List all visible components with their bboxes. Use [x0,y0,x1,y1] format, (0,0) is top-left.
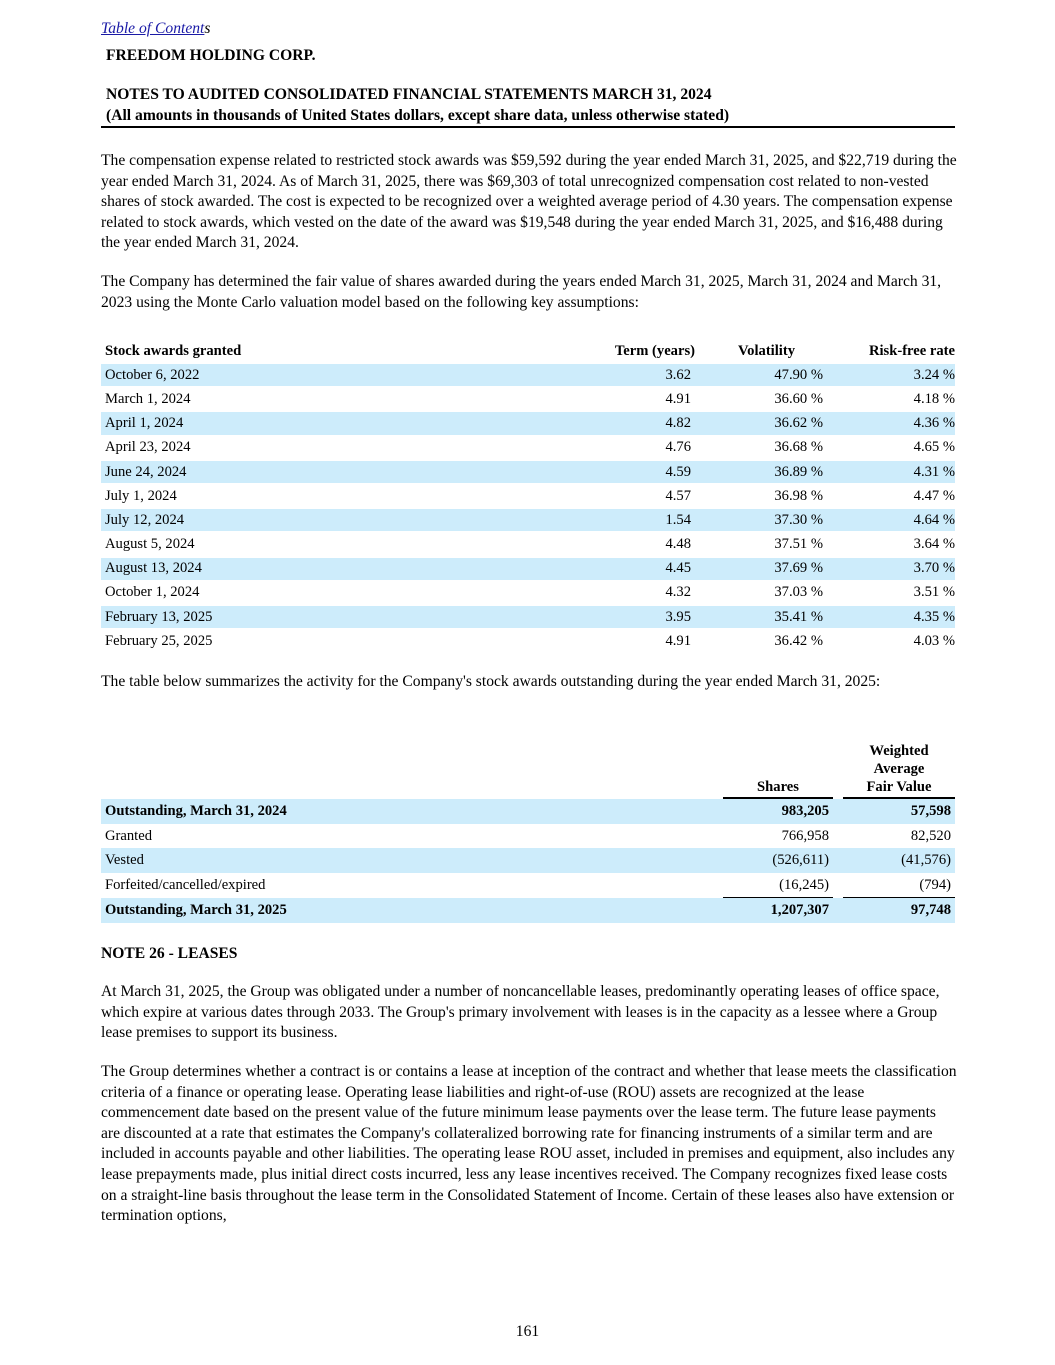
table-row [101,629,955,652]
table-row [101,484,955,508]
assumptions-table [101,340,955,652]
toc-link-text[interactable]: Table of Content [101,20,205,37]
shares-value: 766,958 [781,827,829,844]
activity-intro-paragraph: The table below summarizes the activity for the Company's stock awards outstanding during the year ended March 31, 2025: [101,673,881,690]
table-of-contents-link[interactable] [101,19,210,40]
term-value: 4.82 [545,411,719,435]
gap-cell [833,873,843,899]
grant-date: February 25, 2025 [105,632,213,649]
activity-header-row [101,742,955,799]
table-row [101,460,955,484]
table-row [101,411,955,435]
term-value: 3.62 [545,363,719,387]
toc-link-tail: s [204,20,211,37]
gap-cell [833,824,843,849]
volatility-value: 35.41 % [719,605,841,629]
compensation-paragraph: The compensation expense related to restricted stock awards was $59,592 during the year ended March 31, 2025, and $22,719 during the year ended March 31, 2024. As of March 31, 2025, there was $69,303 of total unrecognized compensation cost related to non-vested shares of stock awarded. The cost is expected to be recognized over a weighted average period of 4.30 years. The compensation expense related to stock awards, which vested on the date of the award was $19,548 during the year ended March 31, 2025, and $16,488 during the year ended March 31, 2024. [101,152,957,252]
row-label: Vested [101,848,723,873]
rate-value: 4.47 % [913,487,955,504]
table-row [101,532,955,556]
header-stock-awards-granted: Stock awards granted [105,343,242,360]
term-value: 1.54 [545,508,719,532]
grant-date: April 1, 2024 [101,411,545,435]
table-row [101,387,955,411]
table-row [101,605,955,629]
row-label: Forfeited/cancelled/expired [105,877,266,894]
rate-value: 4.03 % [913,632,955,649]
rate-value: 3.64 % [913,536,955,553]
grant-date: July 1, 2024 [105,487,177,504]
volatility-value: 37.51 % [774,536,823,553]
shares-value: (526,611) [723,848,833,873]
leases-paragraph-2: The Group determines whether a contract is or contains a lease at inception of the contract and whether that lease meets the classification criteria of a finance or operating lease. Operating lease liabilities and right-of-use (ROU) assets are recognized at the lease commencement date based on the present value of the future minimum lease payments over the lease term. The future lease payments are discounted at a rate that estimates the Company's collateralized borrowing rate for financing instruments of a similar term and are included in accounts payable and other liabilities. The operating lease ROU asset, included in premises and equipment, also includes any lease prepayments made, plus initial direct costs incurred, less any lease incentives received. The Company recognizes fixed lease costs on a straight-line basis throughout the lease term in the Consolidated Statement of Income. Certain of these leases also have extension or termination options, [101,1063,957,1225]
notes-title-line1: NOTES TO AUDITED CONSOLIDATED FINANCIAL STATEMENTS MARCH 31, 2024 [106,86,712,103]
header-fv-line2: Average [873,761,925,777]
grant-date: March 1, 2024 [105,390,191,407]
notes-title [106,84,729,126]
fair-value-value: 82,520 [910,827,951,844]
row-label: Granted [105,827,153,844]
volatility-value: 47.90 % [719,363,841,387]
rate-value: 4.36 % [841,411,955,435]
table-row [101,436,955,460]
leases-paragraph-1: At March 31, 2025, the Group was obligated under a number of noncancellable leases, predominantly operating leases of office space, which expire at various dates through 2033. The Group's primary involvement with leases is in the capacity as a lessee where a Group lease premises to support its business. [101,983,940,1042]
company-name: FREEDOM HOLDING CORP. [106,47,316,64]
table-row [101,581,955,605]
shares-value: (16,245) [723,873,833,899]
table-row [101,824,955,849]
grant-date: August 13, 2024 [101,557,545,581]
table-row-opening-balance [101,799,955,824]
grant-date: October 6, 2022 [101,363,545,387]
rate-value: 3.51 % [913,584,955,601]
row-label: Outstanding, March 31, 2024 [101,799,723,824]
volatility-value: 36.60 % [774,390,823,407]
header-blank [101,742,723,799]
rate-value: 4.65 % [913,439,955,456]
grant-date: October 1, 2024 [105,584,200,601]
grant-date: February 13, 2025 [101,605,545,629]
header-gap [833,742,843,799]
volatility-value: 36.68 % [774,439,823,456]
assumptions-header-row [101,340,955,363]
page-number: 161 [515,1323,540,1340]
header-volatility: Volatility [737,343,795,360]
grant-date: August 5, 2024 [105,536,195,553]
rate-value: 4.18 % [913,390,955,407]
gap-cell [833,898,843,923]
volatility-value: 37.30 % [719,508,841,532]
header-fv-line1: Weighted [869,743,929,759]
term-value: 4.48 [665,536,691,553]
volatility-value: 37.69 % [719,557,841,581]
grant-date: April 23, 2024 [105,439,191,456]
table-row [101,363,955,387]
gap-cell [833,848,843,873]
row-label: Outstanding, March 31, 2025 [101,898,723,923]
rate-value: 3.70 % [841,557,955,581]
term-value: 4.59 [545,460,719,484]
term-value: 4.76 [665,439,691,456]
table-row [101,873,955,899]
header-weighted-average-fair-value [843,742,955,799]
stock-awards-activity-table [101,742,955,923]
rate-value: 4.31 % [841,460,955,484]
term-value: 4.57 [665,487,691,504]
term-value: 3.95 [545,605,719,629]
term-value: 4.91 [665,390,691,407]
note-26-heading: NOTE 26 - LEASES [101,945,238,962]
rate-value: 4.64 % [841,508,955,532]
table-row [101,557,955,581]
fair-value-value: 57,598 [843,799,955,824]
grant-date: July 12, 2024 [101,508,545,532]
volatility-value: 36.89 % [719,460,841,484]
header-risk-free-rate: Risk-free rate [868,343,955,360]
volatility-value: 37.03 % [774,584,823,601]
notes-title-line2: (All amounts in thousands of United States dollars, except share data, unless otherwise stated) [106,107,730,124]
volatility-value: 36.98 % [774,487,823,504]
shares-value: 983,205 [723,799,833,824]
header-fv-line3: Fair Value [866,779,932,795]
volatility-value: 36.62 % [719,411,841,435]
rate-value: 3.24 % [841,363,955,387]
volatility-value: 36.42 % [774,632,823,649]
term-value: 4.91 [665,632,691,649]
shares-value: 1,207,307 [723,898,833,923]
grant-date: June 24, 2024 [101,460,545,484]
table-row [101,848,955,873]
term-value: 4.45 [545,557,719,581]
rate-value: 4.35 % [841,605,955,629]
term-value: 4.32 [665,584,691,601]
gap-cell [833,799,843,824]
header-term: Term (years) [614,343,695,360]
table-row [101,508,955,532]
fair-value-paragraph: The Company has determined the fair value of shares awarded during the years ended March 31, 2025, March 31, 2024 and March 31, 2023 using the Monte Carlo valuation model based on the following key assumptions: [101,273,942,311]
table-row-closing-balance [101,898,955,923]
fair-value-value: (41,576) [843,848,955,873]
header-divider [101,126,955,128]
fair-value-value: (794) [843,873,955,899]
header-shares: Shares [723,742,833,799]
fair-value-value: 97,748 [843,898,955,923]
